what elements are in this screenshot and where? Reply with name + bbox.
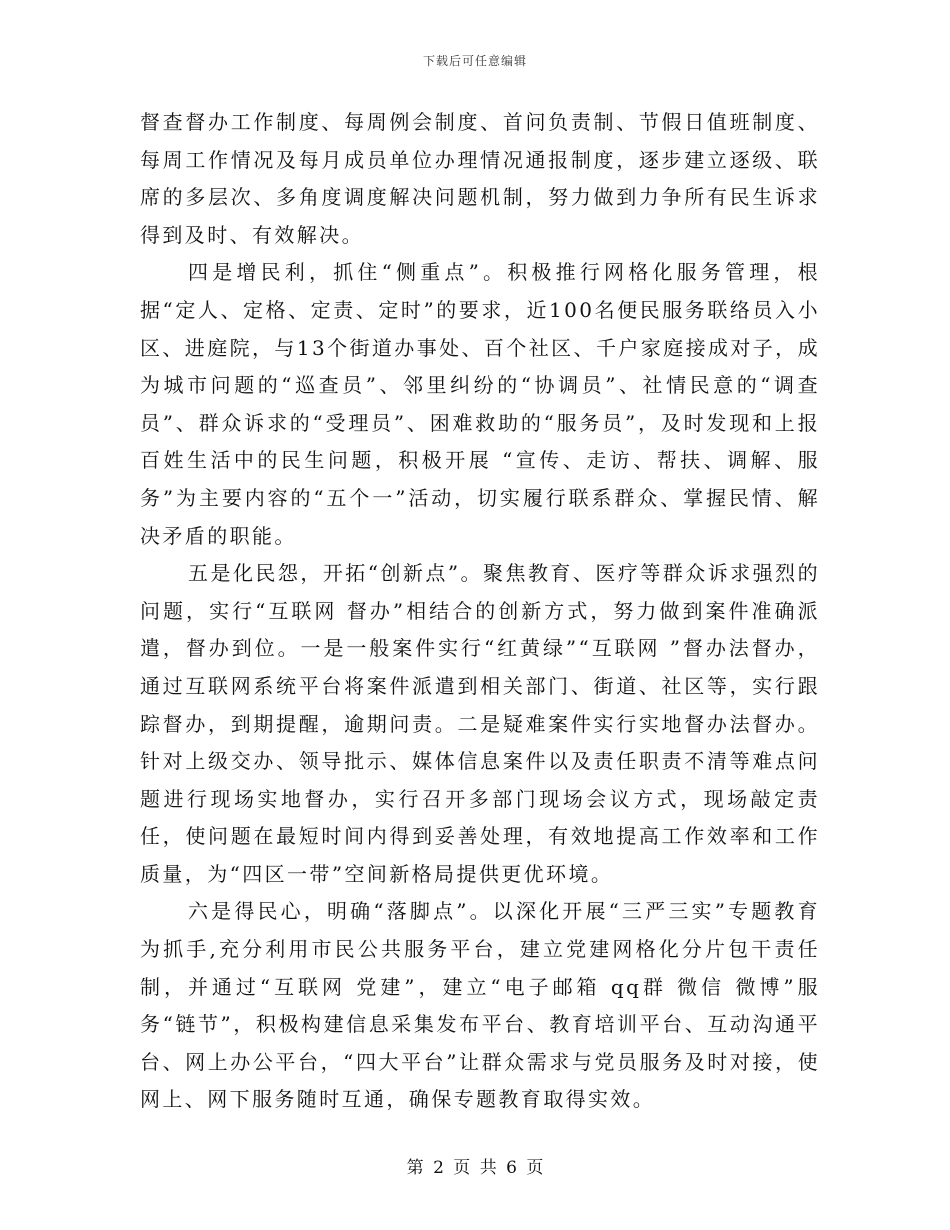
page-header-note: 下载后可任意编辑 [422,54,527,68]
paragraph-six: 六是得民心，明确“落脚点”。以深化开展“三严三实”专题教育为抓手,充分利用市民公共服务平台，建立党建网格化分片包干责任制，并通过“互联网 党建”，建立“电子邮箱 qq群 微信 微博”服务“链节”，积极构建信息采集发布平台、教育培训平台、互动沟通平台、网上办公平台，“四大平台”让群众需求与党员服务及时对接，使网上、网下服务随时互通，确保专题教育取得实效。 [140,899,820,1112]
paragraph-continuation: 督查督办工作制度、每周例会制度、首问负责制、节假日值班制度、每周工作情况及每月成员单位办理情况通报制度，逐步建立逐级、联席的多层次、多角度调度解决问题机制，努力做到力争所有民生诉求得到及时、有效解决。 [140,110,820,247]
page-number: 第 2 页 共 6 页 [406,1158,544,1178]
document-body [140,104,820,1119]
paragraph-four: 四是增民利，抓住“侧重点”。积极推行网格化服务管理，根据“定人、定格、定责、定时”的要求，近100名便民服务联络员入小区、进庭院，与13个街道办事处、百个社区、千户家庭接成对子，成为城市问题的“巡查员”、邻里纠纷的“协调员”、社情民意的“调查员”、群众诉求的“受理员”、困难救助的“服务员”，及时发现和上报百姓生活中的民生问题，积极开展 “宣传、走访、帮扶、调解、服务”为主要内容的“五个一”活动，切实履行联系群众、掌握民情、解决矛盾的职能。 [140,260,820,548]
paragraph-five: 五是化民怨，开拓“创新点”。聚焦教育、医疗等群众诉求强烈的问题，实行“互联网 督办”相结合的创新方式，努力做到案件准确派遣，督办到位。一是一般案件实行“红黄绿”“互联网 ”督办法督办，通过互联网系统平台将案件派遣到相关部门、街道、社区等，实行跟踪督办，到期提醒，逾期问责。二是疑难案件实行实地督办法督办。针对上级交办、领导批示、媒体信息案件以及责任职责不清等难点问题进行现场实地督办，实行召开多部门现场会议方式，现场敲定责任，使问题在最短时间内得到妥善处理，有效地提高工作效率和工作质量，为“四区一带”空间新格局提供更优环境。 [140,561,820,886]
